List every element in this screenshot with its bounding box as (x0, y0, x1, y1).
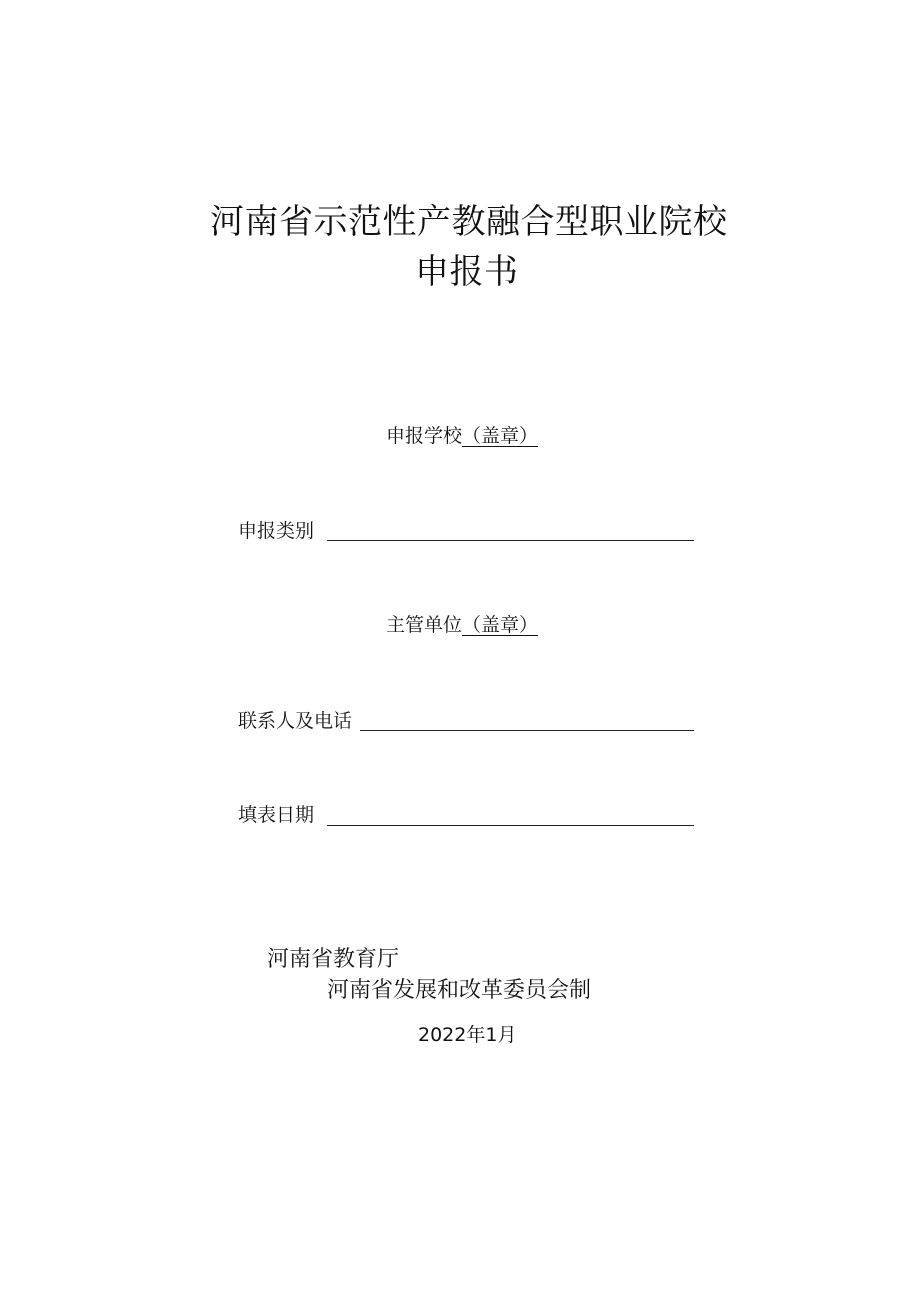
applying-school-label: 申报学校 (386, 425, 463, 447)
contact-and-phone-blank[interactable] (360, 730, 694, 731)
document-title-line-1: 河南省示范性产教融合型职业院校 (210, 202, 728, 242)
supervising-authority-label: 主管单位 (386, 614, 463, 636)
fill-date-label: 填表日期 (238, 804, 315, 826)
field-applying-school (386, 427, 538, 446)
field-supervising-authority (386, 616, 538, 635)
fill-date-blank[interactable] (327, 825, 694, 826)
field-fill-date (238, 806, 314, 825)
application-category-blank[interactable] (327, 540, 694, 541)
field-application-category (238, 522, 314, 541)
supervising-authority-stamp-note: （盖章） (462, 614, 539, 636)
application-category-label: 申报类别 (238, 520, 315, 542)
document-title-line-2: 申报书 (415, 252, 519, 292)
contact-and-phone-label: 联系人及电话 (238, 710, 353, 732)
applying-school-stamp-note: （盖章） (462, 425, 539, 447)
issue-date: 2022年1月 (418, 1024, 517, 1046)
issuer-development-reform-commission: 河南省发展和改革委员会制 (327, 978, 592, 1003)
field-contact-and-phone (238, 712, 352, 731)
issuer-education-department: 河南省教育厅 (267, 947, 400, 972)
